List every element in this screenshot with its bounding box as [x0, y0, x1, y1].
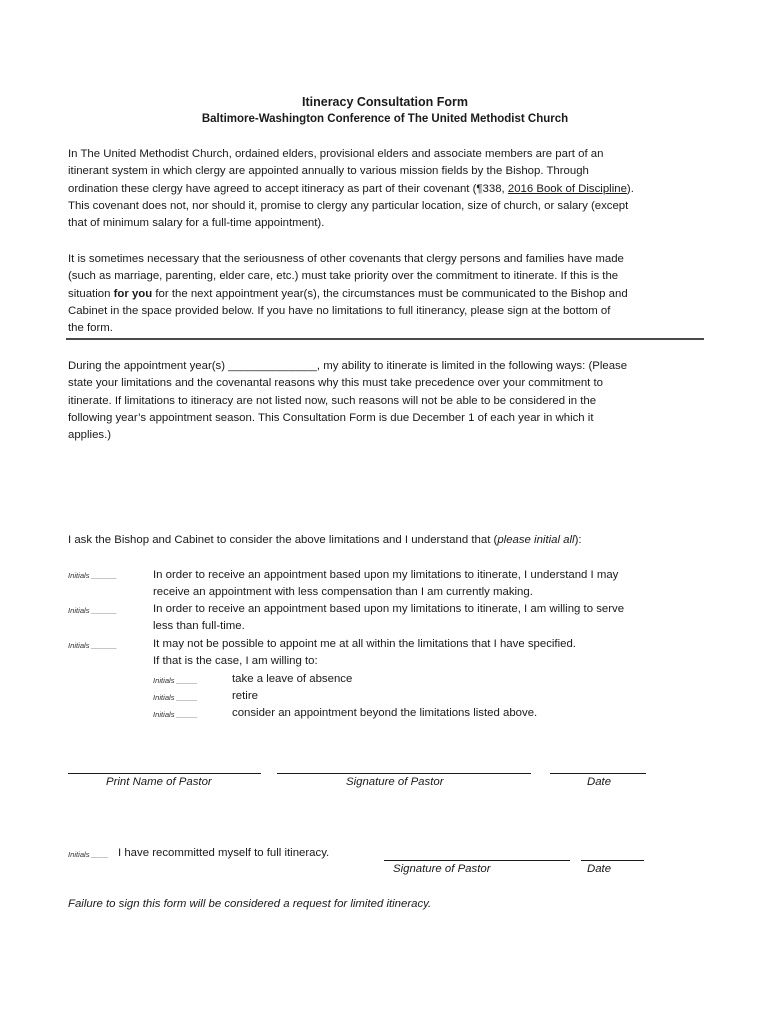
recommit-signature-line[interactable]: [384, 860, 570, 861]
text-segment: for the next appointment year(s), the circumstances must be communicated to the Bishop and: [152, 287, 628, 300]
please-initial-all: please initial all: [497, 534, 575, 546]
text-segment: situation: [68, 287, 114, 300]
initials-field-2[interactable]: Initials ______: [68, 606, 117, 615]
option-1: [153, 567, 618, 601]
date-line[interactable]: [550, 773, 646, 774]
initials-field-retire[interactable]: Initials _____: [153, 693, 198, 702]
text-segment: ).: [626, 182, 634, 195]
initials-field-3[interactable]: Initials ______: [68, 641, 117, 650]
option-line: In order to receive an appointment based upon my limitations to itinerate, I am willing to serve: [153, 603, 625, 615]
initials-field-1[interactable]: Initials ______: [68, 571, 117, 580]
sub-option-beyond: consider an appointment beyond the limitations listed above.: [232, 707, 538, 719]
text-line: During the appointment year(s) ______________, my ability to itinerate is limited in the following ways: (Please: [68, 360, 628, 372]
print-name-line[interactable]: [68, 773, 261, 774]
recommit-statement: I have recommitted myself to full itineracy.: [118, 847, 330, 859]
intro-paragraph-1: [68, 146, 708, 232]
consider-statement: [68, 532, 708, 549]
book-of-discipline-link[interactable]: 2016 Book of Discipline: [507, 182, 627, 195]
option-line: If that is the case, I am willing to:: [153, 655, 318, 667]
text-line: itinerant system in which clergy are appointed annually to various mission fields by the Bishop. Through: [68, 165, 589, 178]
text-segment: I ask the Bishop and Cabinet to consider the above limitations and I understand that (: [68, 534, 498, 546]
text-line: that of minimum salary for a full-time appointment).: [68, 217, 325, 230]
option-line: It may not be possible to appoint me at all within the limitations that I have specified.: [153, 638, 576, 650]
recommit-date-caption: Date: [587, 863, 612, 875]
option-3: [153, 636, 576, 670]
text-line: In The United Methodist Church, ordained elders, provisional elders and associate members are part of an: [68, 148, 604, 160]
text-line: [68, 181, 708, 198]
option-line: In order to receive an appointment based upon my limitations to itinerate, I understand I may: [153, 569, 619, 581]
recommit-signature-caption: Signature of Pastor: [393, 863, 491, 875]
text-line: following year’s appointment season. This Consultation Form is due December 1 of each year in which it: [68, 411, 594, 424]
text-segment: ):: [574, 534, 582, 546]
date-caption: Date: [587, 776, 612, 788]
text-line: Cabinet in the space provided below. If you have no limitations to full itinerancy, please sign at the bottom of: [68, 304, 611, 317]
text-line: This covenant does not, nor should it, promise to clergy any particular location, size of church, or salary (except: [68, 199, 629, 212]
print-name-caption: Print Name of Pastor: [106, 776, 212, 788]
sub-option-retire: retire: [232, 690, 258, 702]
option-line: less than full-time.: [153, 620, 245, 632]
text-line: itinerate. If limitations to itineracy are not listed now, such reasons will not be able to be considered in the: [68, 394, 597, 407]
form-subtitle: Baltimore-Washington Conference of The United Methodist Church: [201, 113, 569, 125]
emphasis-for-you: for you: [113, 287, 153, 300]
text-line: (such as marriage, parenting, elder care, etc.) must take priority over the commitment to itinerate. If this is the: [68, 270, 619, 283]
initials-field-leave[interactable]: Initials _____: [153, 676, 198, 685]
text-line: [68, 532, 708, 549]
option-2: [153, 601, 624, 635]
sub-option-leave: take a leave of absence: [232, 673, 353, 685]
text-line: [68, 286, 708, 303]
footer-note: Failure to sign this form will be considered a request for limited itineracy.: [68, 898, 432, 910]
text-segment: ordination these clergy have agreed to accept itineracy as part of their covenant (¶338,: [68, 182, 508, 195]
initials-field-recommit[interactable]: Initials ____: [68, 850, 109, 859]
text-line: the form.: [68, 322, 113, 335]
signature-line[interactable]: [277, 773, 531, 774]
option-line: receive an appointment with less compensation than I am currently making.: [153, 586, 533, 598]
recommit-date-line[interactable]: [581, 860, 644, 861]
text-line: state your limitations and the covenantal reasons why this must take precedence over your commitment to: [68, 377, 603, 390]
form-title: Itineracy Consultation Form: [302, 95, 468, 109]
signature-caption: Signature of Pastor: [346, 776, 444, 788]
section-divider: [66, 338, 704, 340]
intro-paragraph-2: [68, 251, 708, 337]
text-line: applies.): [68, 429, 112, 442]
limitations-paragraph: [68, 358, 708, 444]
text-line: It is sometimes necessary that the seriousness of other covenants that clergy persons and families have made: [68, 253, 624, 265]
initials-field-beyond[interactable]: Initials _____: [153, 710, 198, 719]
